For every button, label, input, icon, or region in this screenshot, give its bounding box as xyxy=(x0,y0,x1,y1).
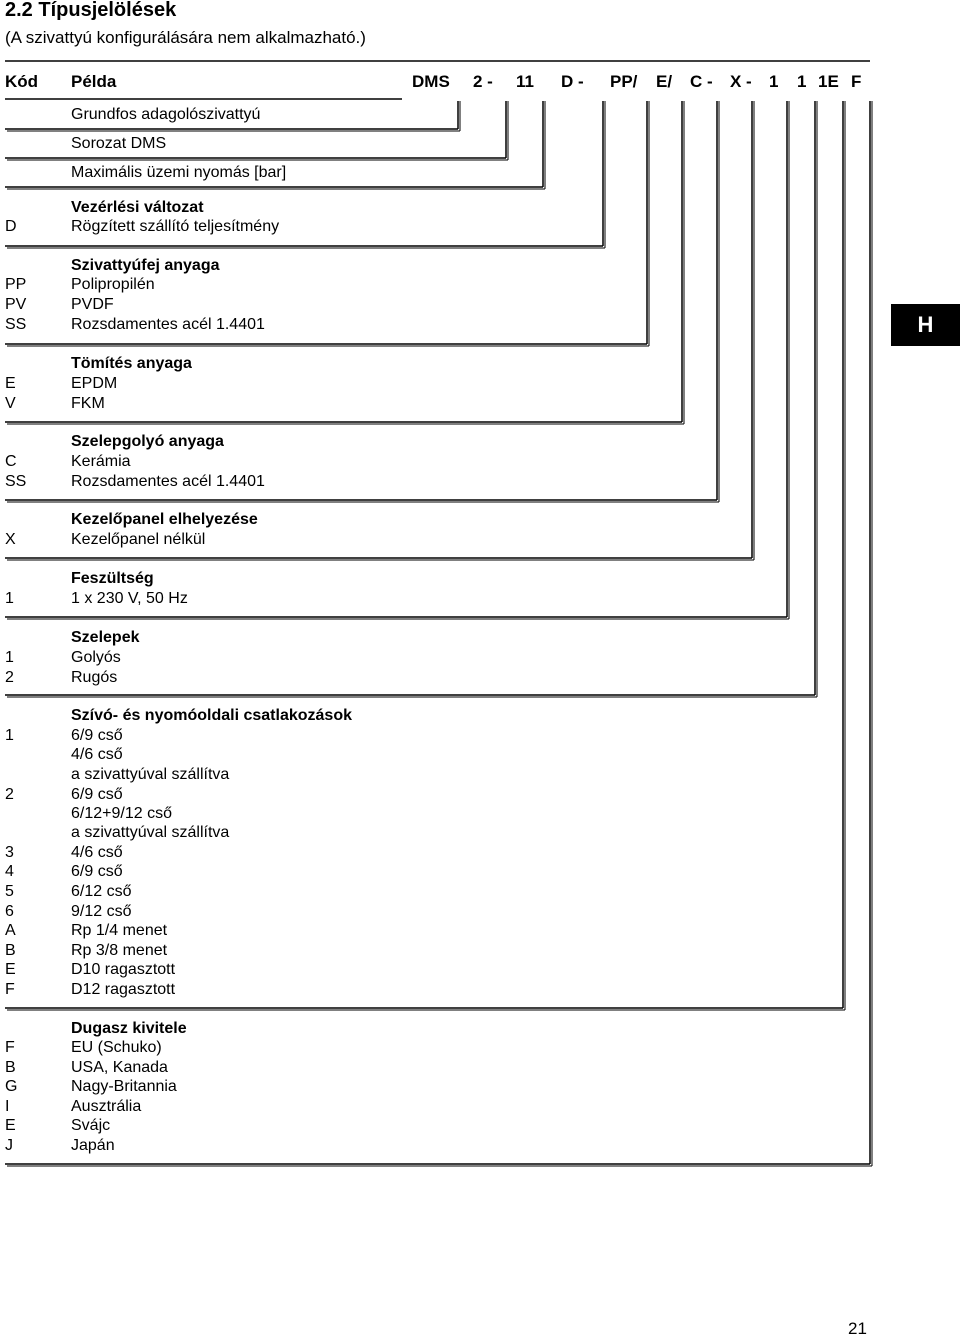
row-code: 5 xyxy=(5,883,14,900)
row-code: 6 xyxy=(5,903,14,920)
row-description: Grundfos adagolószivattyú xyxy=(71,106,261,123)
row-description: Ausztrália xyxy=(71,1098,142,1115)
row-code: C xyxy=(5,453,17,470)
row-code: B xyxy=(5,1059,16,1076)
row-description: 4/6 cső xyxy=(71,844,123,861)
row-code: X xyxy=(5,531,16,548)
header-example: Példa xyxy=(71,72,117,91)
group-heading: Szelepgolyó anyaga xyxy=(71,433,224,450)
row-code: D xyxy=(5,218,17,235)
group-heading: Szívó- és nyomóoldali csatlakozások xyxy=(71,707,352,724)
row-description: 1 x 230 V, 50 Hz xyxy=(71,590,188,607)
row-code: 4 xyxy=(5,863,14,880)
row-description: 6/12 cső xyxy=(71,883,132,900)
group-heading: Dugasz kivitele xyxy=(71,1020,187,1037)
page-number: 21 xyxy=(848,1319,867,1338)
type-code-segment: 11 xyxy=(516,72,534,91)
row-code: SS xyxy=(5,316,27,333)
row-description: USA, Kanada xyxy=(71,1059,168,1076)
group-heading: Vezérlési változat xyxy=(71,199,204,216)
type-code-segment: 1 xyxy=(797,72,807,91)
type-code-segment: 2 - xyxy=(473,72,493,91)
row-code: V xyxy=(5,395,16,412)
row-code: 1 xyxy=(5,727,14,744)
section-subtitle: (A szivattyú konfigurálására nem alkalmazható.) xyxy=(5,28,366,47)
row-code: J xyxy=(5,1137,13,1154)
group-heading: Feszültség xyxy=(71,570,154,587)
row-description: PVDF xyxy=(71,296,114,313)
header-code: Kód xyxy=(5,72,39,91)
type-code-segment: E/ xyxy=(656,72,673,91)
row-description: Japán xyxy=(71,1137,115,1154)
row-description: 4/6 cső xyxy=(71,746,123,763)
section-title: 2.2 Típusjelölések xyxy=(5,0,177,21)
row-description: Golyós xyxy=(71,649,121,666)
row-description: Maximális üzemi nyomás [bar] xyxy=(71,164,287,181)
row-code: 1 xyxy=(5,590,14,607)
row-description: 6/9 cső xyxy=(71,727,123,744)
row-description: a szivattyúval szállítva xyxy=(71,766,230,783)
row-description: 9/12 cső xyxy=(71,903,132,920)
row-description: 6/9 cső xyxy=(71,786,123,803)
row-description: Sorozat DMS xyxy=(71,135,167,152)
row-description: 6/12+9/12 cső xyxy=(71,805,172,822)
row-description: a szivattyúval szállítva xyxy=(71,824,230,841)
row-code: G xyxy=(5,1078,18,1095)
row-code: F xyxy=(5,981,15,998)
row-description: Polipropilén xyxy=(71,276,155,293)
row-description: D10 ragasztott xyxy=(71,961,176,978)
row-code: 2 xyxy=(5,669,14,686)
row-code: PP xyxy=(5,276,27,293)
type-code-segment: 1 xyxy=(769,72,779,91)
type-code-segment: C - xyxy=(690,72,713,91)
group-heading: Tömítés anyaga xyxy=(71,355,192,372)
group-heading: Szivattyúfej anyaga xyxy=(71,257,220,274)
row-code: 1 xyxy=(5,649,14,666)
row-description: Rozsdamentes acél 1.4401 xyxy=(71,473,265,490)
row-code: E xyxy=(5,375,16,392)
row-description: EPDM xyxy=(71,375,118,392)
row-description: EU (Schuko) xyxy=(71,1039,162,1056)
row-code: PV xyxy=(5,296,27,313)
type-code-segment: DMS xyxy=(412,72,450,91)
row-code: SS xyxy=(5,473,27,490)
row-code: 3 xyxy=(5,844,14,861)
group-heading: Szelepek xyxy=(71,629,140,646)
type-code-segment: 1E xyxy=(818,72,839,91)
row-description: Kezelőpanel nélkül xyxy=(71,531,206,548)
row-code: F xyxy=(5,1039,15,1056)
row-code: A xyxy=(5,922,16,939)
row-code: E xyxy=(5,961,16,978)
type-code-segment: F xyxy=(851,72,862,91)
row-description: Svájc xyxy=(71,1117,111,1134)
type-code-segment: D - xyxy=(561,72,584,91)
chapter-tab: H xyxy=(891,304,960,346)
row-description: Rp 1/4 menet xyxy=(71,922,168,939)
row-description: D12 ragasztott xyxy=(71,981,176,998)
row-description: Nagy-Britannia xyxy=(71,1078,177,1095)
row-code: 2 xyxy=(5,786,14,803)
row-description: Rozsdamentes acél 1.4401 xyxy=(71,316,265,333)
row-description: Kerámia xyxy=(71,453,131,470)
row-description: 6/9 cső xyxy=(71,863,123,880)
row-description: Rp 3/8 menet xyxy=(71,942,168,959)
row-code: B xyxy=(5,942,16,959)
row-description: Rugós xyxy=(71,669,118,686)
row-code: E xyxy=(5,1117,16,1134)
row-description: FKM xyxy=(71,395,105,412)
type-code-segment: PP/ xyxy=(610,72,638,91)
group-heading: Kezelőpanel elhelyezése xyxy=(71,511,258,528)
type-code-segment: X - xyxy=(730,72,752,91)
row-description: Rögzített szállító teljesítmény xyxy=(71,218,280,235)
row-code: I xyxy=(5,1098,10,1115)
